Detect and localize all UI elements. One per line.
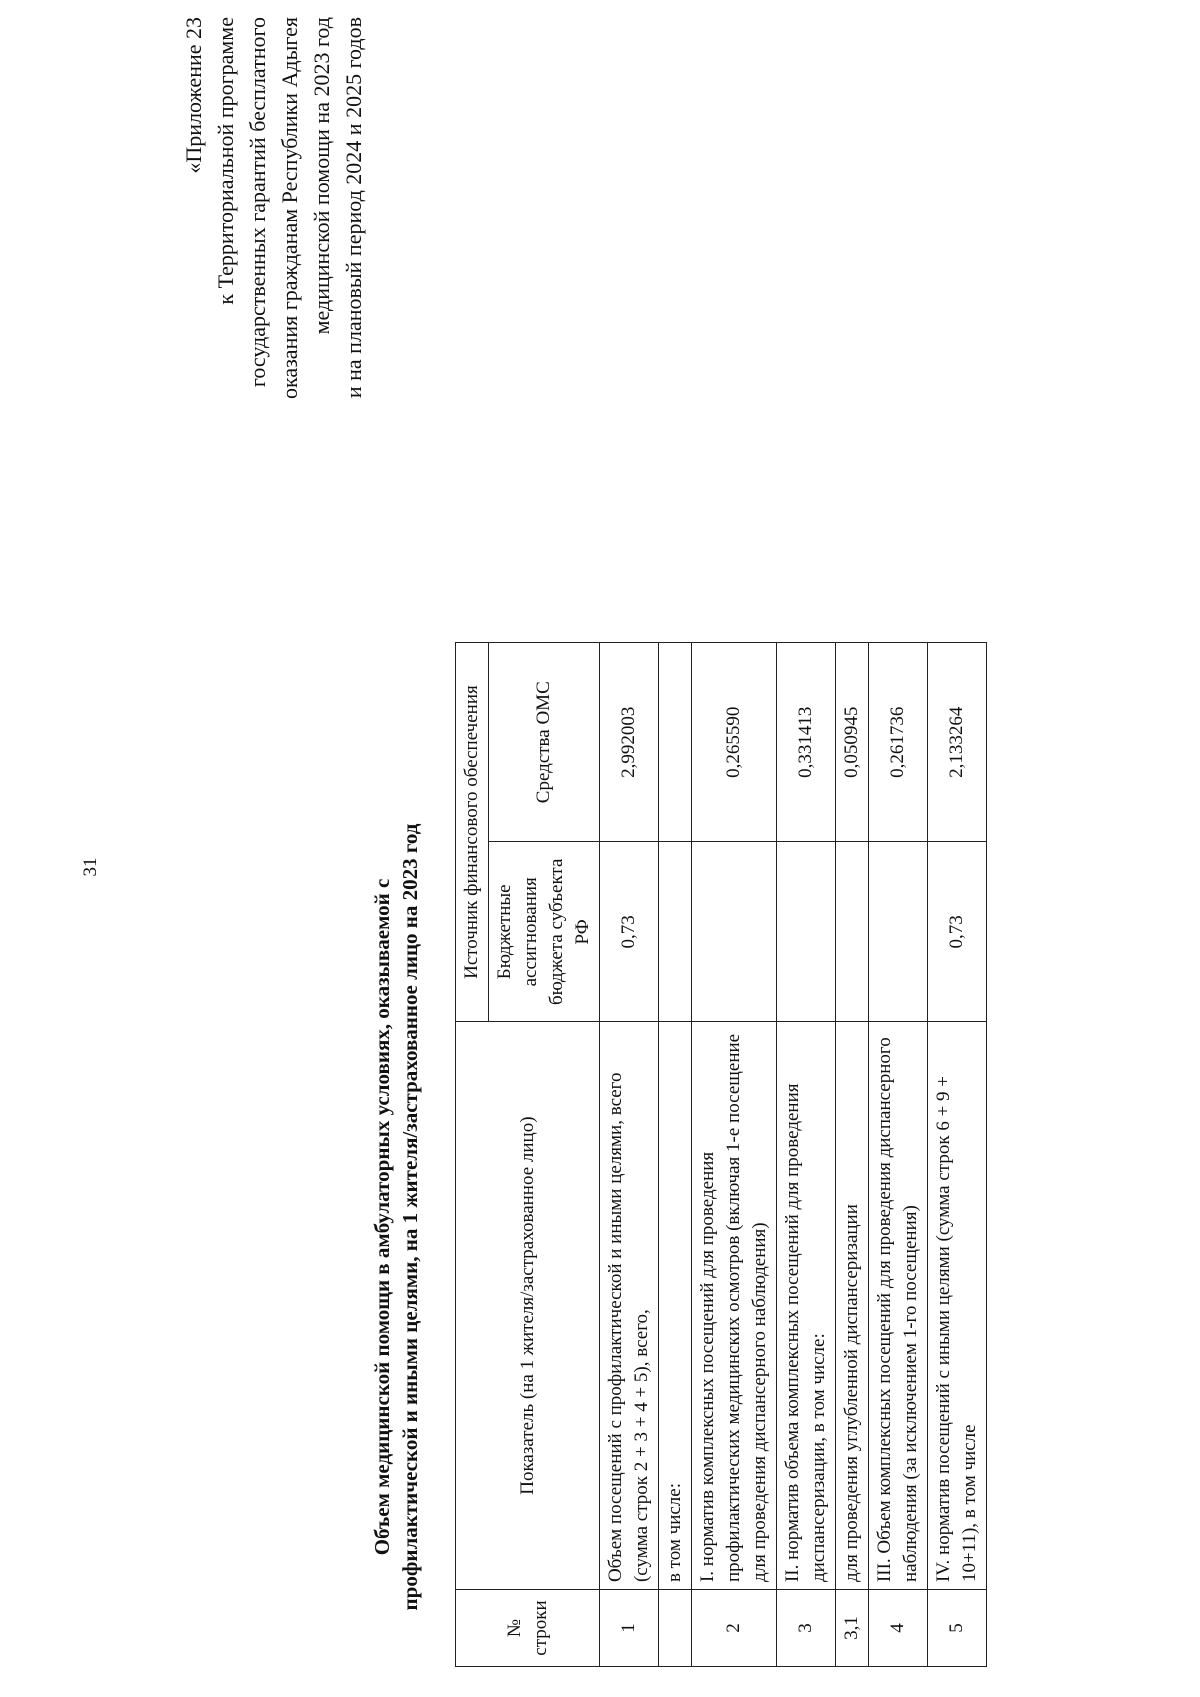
title-line-2: профилактической и иными целями, на 1 жителя/застрахованное лицо на 2023 год: [398, 823, 422, 1611]
table-row: [692, 643, 777, 1667]
row-budget: 0,73: [600, 842, 659, 1022]
title-line-1: Объем медицинской помощи в амбулаторных условиях, оказываемой с: [370, 878, 394, 1556]
row-budget: 0,73: [928, 842, 987, 1022]
row-budget: [692, 842, 777, 1022]
row-number: 1: [600, 1590, 659, 1667]
row-oms: 2,133264: [928, 643, 987, 842]
appendix-header: [178, 17, 370, 547]
row-budget: [659, 842, 692, 1022]
appendix-line: к Территориальной программе: [213, 17, 238, 305]
header-funding-source: Источник финансового обеспечения: [456, 643, 489, 1022]
row-number: 3: [777, 1590, 836, 1667]
header-indicator: Показатель (на 1 жителя/застрахованное лицо): [456, 1022, 600, 1590]
row-oms: 2,992003: [600, 643, 659, 842]
row-oms: 0,261736: [869, 643, 928, 842]
volume-table: [455, 642, 987, 1667]
row-indicator: в том числе:: [659, 1022, 692, 1590]
row-budget: [777, 842, 836, 1022]
header-budget: Бюджетные ассигнования бюджета субъекта РФ: [489, 842, 600, 1022]
table-header-row: [456, 643, 489, 1667]
row-indicator: для проведения углубленной диспансеризации: [836, 1022, 869, 1590]
row-number: 5: [928, 1590, 987, 1667]
row-oms: 0,265590: [692, 643, 777, 842]
appendix-line: оказания гражданам Республики Адыгея: [277, 17, 302, 399]
row-oms: [659, 643, 692, 842]
header-oms: Средства ОМС: [489, 643, 600, 842]
appendix-line: «Приложение 23: [181, 17, 206, 174]
table-row: [777, 643, 836, 1667]
table-row: [659, 643, 692, 1667]
row-indicator: Объем посещений с профилактической и иными целями, всего (сумма строк 2 + 3 + 4 + 5), всего,: [600, 1022, 659, 1590]
appendix-line: медицинской помощи на 2023 год: [309, 17, 334, 335]
row-budget: [836, 842, 869, 1022]
row-oms: 0,331413: [777, 643, 836, 842]
row-indicator: II. норматив объема комплексных посещений для проведения диспансеризации, в том числе:: [777, 1022, 836, 1590]
row-number: 2: [692, 1590, 777, 1667]
row-indicator: IV. норматив посещений с иными целями (сумма строк 6 + 9 + 10+11), в том числе: [928, 1022, 987, 1590]
row-number: [659, 1590, 692, 1667]
table-row: [600, 643, 659, 1667]
appendix-line: и на плановый период 2024 и 2025 годов: [341, 17, 366, 399]
row-indicator: I. норматив комплексных посещений для проведения профилактических медицинских осмотров (включая 1-е посещение для проведения диспансерного наблюдения): [692, 1022, 777, 1590]
page-number: 31: [80, 857, 101, 877]
table-row: [928, 643, 987, 1667]
row-budget: [869, 842, 928, 1022]
row-number: 4: [869, 1590, 928, 1667]
document-title: [368, 767, 424, 1667]
row-indicator: III. Объем комплексных посещений для проведения диспансерного наблюдения (за исключением 1-го посещения): [869, 1022, 928, 1590]
table-row: [869, 643, 928, 1667]
table-row: [836, 643, 869, 1667]
appendix-line: государственных гарантий бесплатного: [245, 17, 270, 388]
row-number: 3,1: [836, 1590, 869, 1667]
row-oms: 0,050945: [836, 643, 869, 842]
header-row-number: № строки: [456, 1590, 600, 1667]
